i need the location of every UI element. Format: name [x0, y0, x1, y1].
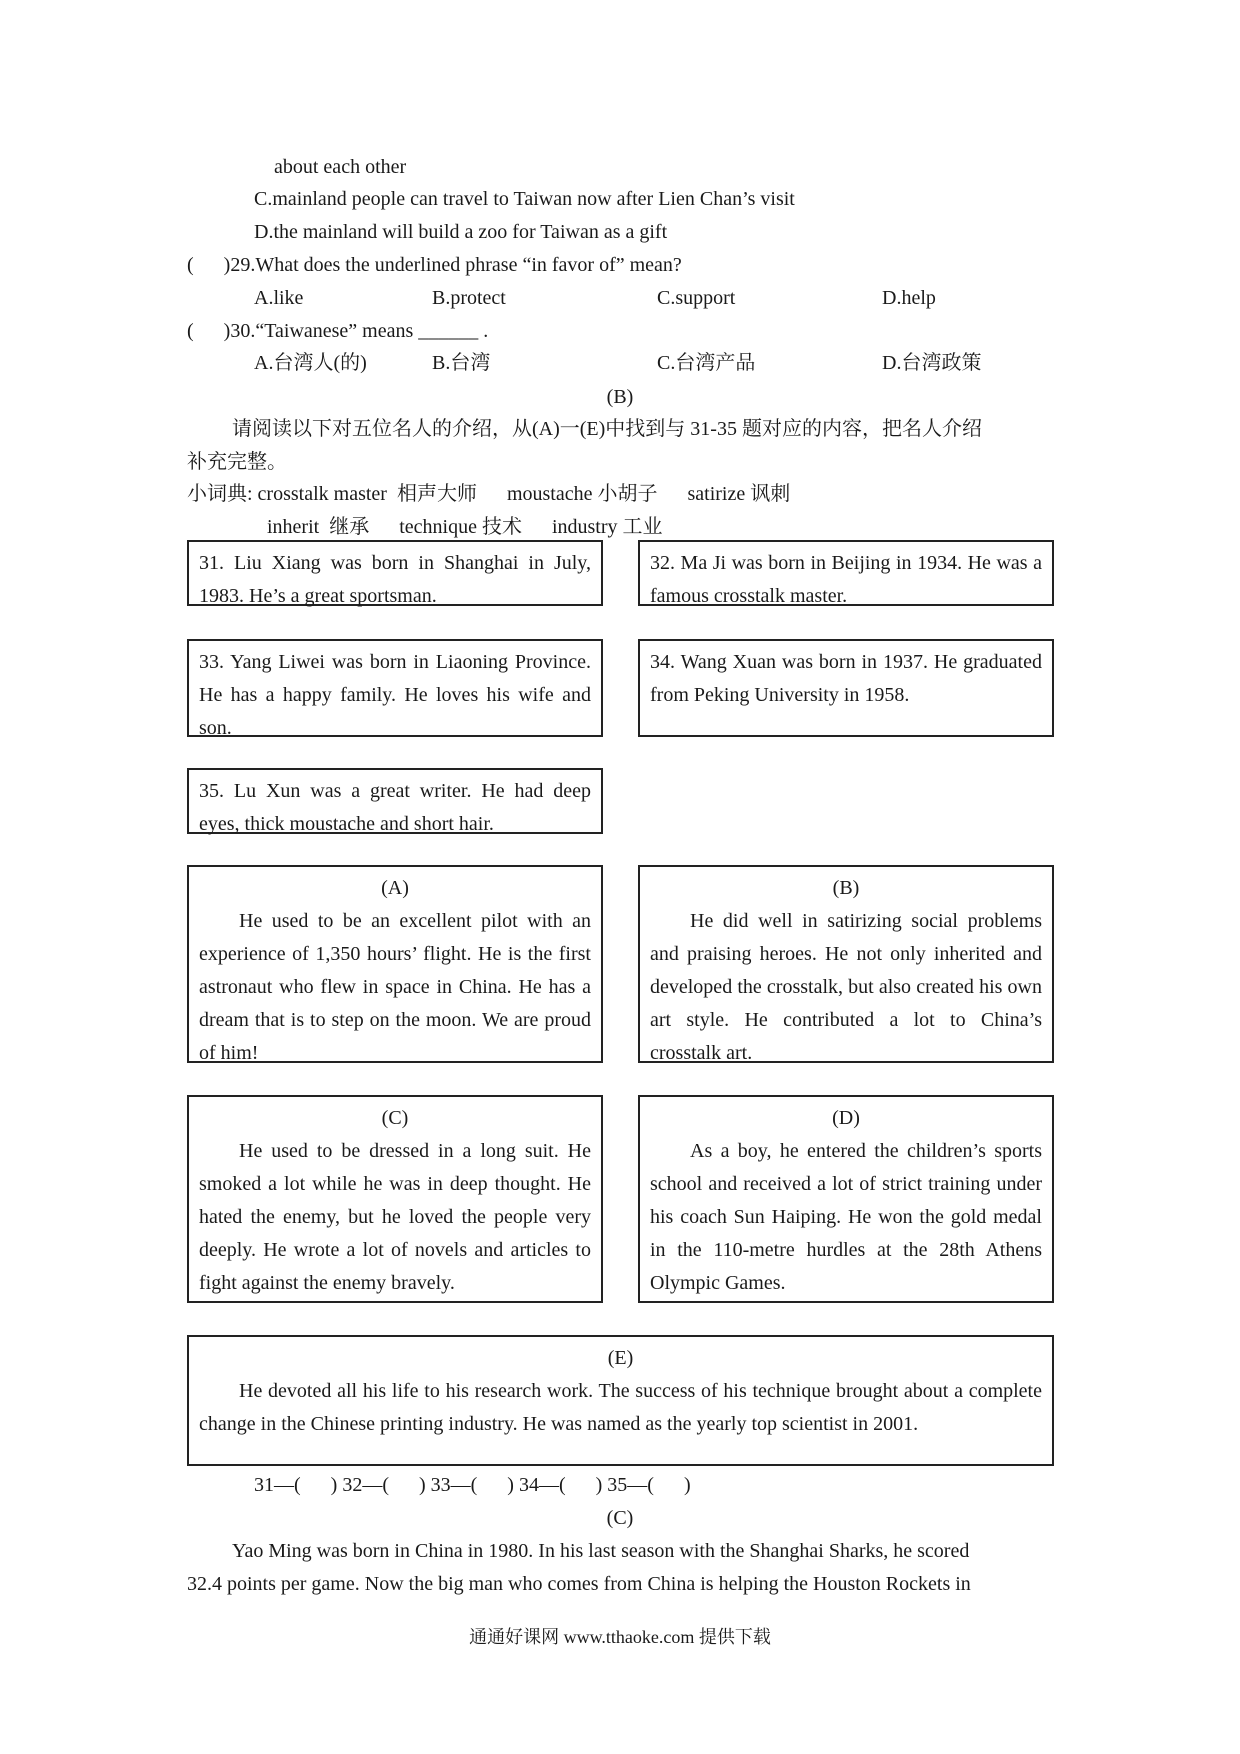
- option-box-a: [187, 865, 603, 1063]
- section-c-line2: 32.4 points per game. Now the big man who comes from China is helping the Houston Rockets in: [187, 1573, 971, 1595]
- person-box-34: [638, 639, 1054, 737]
- person-33-text: 33. Yang Liwei was born in Liaoning Province. He has a happy family. He loves his wife and son.: [199, 651, 591, 739]
- q30-option-b: B.台湾: [432, 352, 491, 374]
- vocabulary-line2: inherit 继承 technique 技术 industry 工业: [267, 516, 663, 538]
- option-b-label: (B): [832, 877, 860, 899]
- section-c-heading: (C): [606, 1507, 634, 1529]
- q30-stem: ( )30.“Taiwanese” means ______ .: [187, 320, 489, 342]
- vocabulary-line1: 小词典: crosstalk master 相声大师 moustache 小胡子 satirize 讽刺: [187, 483, 791, 505]
- q30-option-a: A.台湾人(的): [254, 352, 367, 374]
- page-footer: 通通好课网 www.tthaoke.com 提供下载: [469, 1627, 771, 1647]
- option-box-e: [187, 1335, 1054, 1466]
- q29-option-d: D.help: [882, 287, 936, 309]
- section-b-heading: (B): [606, 386, 634, 408]
- q29-option-a: A.like: [254, 287, 304, 309]
- section-b-instruction-line2: 补充完整。: [187, 451, 287, 473]
- option-a-text: He used to be an excellent pilot with an experience of 1,350 hours’ flight. He is the first astronaut who flew in space in China. He has a dream that is to step on the moon. We are proud of him!: [199, 910, 591, 1064]
- person-34-text: 34. Wang Xuan was born in 1937. He graduated from Peking University in 1958.: [650, 651, 1042, 706]
- q30-option-d: D.台湾政策: [882, 352, 982, 374]
- q29-stem: ( )29.What does the underlined phrase “in favor of” mean?: [187, 254, 682, 276]
- person-35-text: 35. Lu Xun was a great writer. He had deep eyes, thick moustache and short hair.: [199, 780, 591, 835]
- option-box-d: [638, 1095, 1054, 1303]
- person-box-32: [638, 540, 1054, 606]
- section-c-line1: Yao Ming was born in China in 1980. In his last season with the Shanghai Sharks, he scored: [232, 1540, 970, 1562]
- option-b-text: He did well in satirizing social problems and praising heroes. He not only inherited and developed the crosstalk, but also created his own art style. He contributed a lot to China’s crosstalk art.: [650, 910, 1042, 1064]
- q28-option-b-continued: about each other: [274, 156, 407, 178]
- section-b-instruction-line1: 请阅读以下对五位名人的介绍，从(A)一(E)中找到与 31-35 题对应的内容，把名人介绍: [232, 418, 982, 440]
- person-box-35: [187, 768, 603, 834]
- person-box-31: [187, 540, 603, 606]
- q30-option-c: C.台湾产品: [657, 352, 756, 374]
- option-box-c: [187, 1095, 603, 1303]
- person-32-text: 32. Ma Ji was born in Beijing in 1934. He was a famous crosstalk master.: [650, 552, 1042, 607]
- option-c-text: He used to be dressed in a long suit. He smoked a lot while he was in deep thought. He hated the enemy, but he loved the people very deeply. He wrote a lot of novels and articles to fight against the enemy bravely.: [199, 1140, 591, 1294]
- option-box-b: [638, 865, 1054, 1063]
- q29-option-c: C.support: [657, 287, 736, 309]
- option-c-label: (C): [381, 1107, 409, 1129]
- person-box-33: [187, 639, 603, 737]
- option-d-text: As a boy, he entered the children’s sports school and received a lot of strict training under his coach Sun Haiping. He won the gold medal in the 110-metre hurdles at the 28th Athens Olympic Games.: [650, 1140, 1042, 1294]
- q28-option-c: C.mainland people can travel to Taiwan now after Lien Chan’s visit: [254, 188, 795, 210]
- answer-blanks: 31—( ) 32—( ) 33—( ) 34—( ) 35—( ): [254, 1474, 691, 1496]
- option-e-label: (E): [607, 1347, 634, 1369]
- option-e-text: He devoted all his life to his research work. The success of his technique brought about a complete change in the Chinese printing industry. He was named as the yearly top scientist in 2001.: [199, 1380, 1042, 1435]
- q29-option-b: B.protect: [432, 287, 506, 309]
- option-a-label: (A): [381, 877, 409, 899]
- person-31-text: 31. Liu Xiang was born in Shanghai in July, 1983. He’s a great sportsman.: [199, 552, 591, 607]
- option-d-label: (D): [832, 1107, 860, 1129]
- q28-option-d: D.the mainland will build a zoo for Taiwan as a gift: [254, 221, 668, 243]
